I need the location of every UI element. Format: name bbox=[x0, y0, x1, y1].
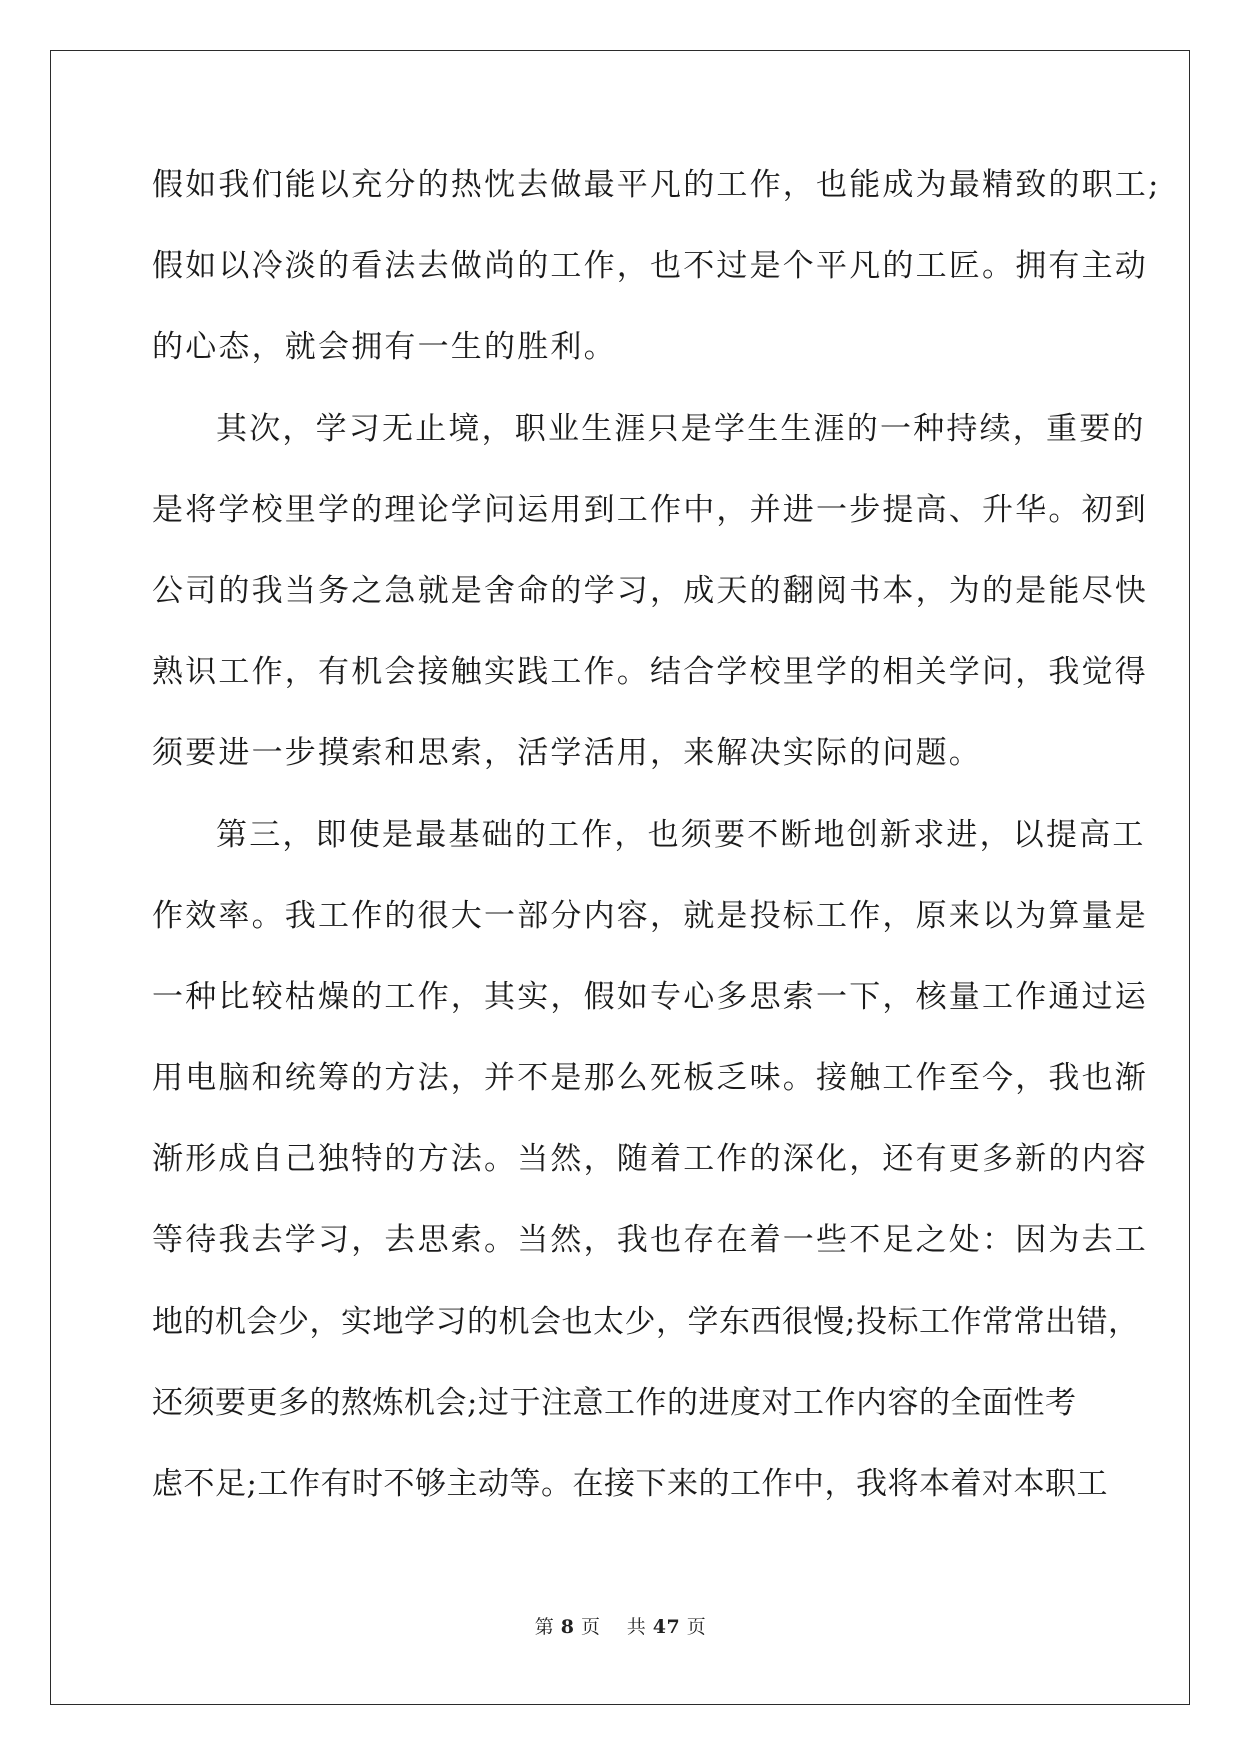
text-line: 作效率。我工作的很大一部分内容，就是投标工作，原来以为算量是 bbox=[152, 897, 1148, 934]
footer-page-suffix: 页 bbox=[581, 1616, 601, 1638]
text-line: 虑不足;工作有时不够主动等。在接下来的工作中，我将本着对本职工 bbox=[152, 1466, 1108, 1502]
page-footer bbox=[0, 1612, 1241, 1639]
footer-prefix: 第 bbox=[534, 1616, 555, 1638]
text-line: 公司的我当务之急就是舍命的学习，成天的翻阅书本，为的是能尽快 bbox=[152, 572, 1148, 609]
footer-total-prefix: 共 bbox=[626, 1616, 647, 1638]
text-line: 一种比较枯燥的工作，其实，假如专心多思索一下，核量工作通过运 bbox=[152, 978, 1148, 1015]
text-line: 地的机会少，实地学习的机会也太少，学东西很慢;投标工作常常出错， bbox=[152, 1303, 1140, 1340]
text-line: 须要进一步摸索和思索，活学活用，来解决实际的问题。 bbox=[152, 735, 982, 772]
text-line: 是将学校里学的理论学问运用到工作中，并进一步提高、升华。初到 bbox=[152, 491, 1148, 528]
footer-total-suffix: 页 bbox=[686, 1616, 707, 1638]
paragraph-first-line: 其次，学习无止境，职业生涯只是学生生涯的一种持续，重要的 bbox=[216, 410, 1146, 447]
total-pages: 47 bbox=[652, 1616, 681, 1638]
text-line: 假如以冷淡的看法去做尚的工作，也不过是个平凡的工匠。拥有主动 bbox=[152, 248, 1148, 285]
text-line: 熟识工作，有机会接触实践工作。结合学校里学的相关学问，我觉得 bbox=[152, 654, 1148, 691]
text-line: 的心态，就会拥有一生的胜利。 bbox=[152, 329, 617, 366]
paragraph-first-line: 第三，即使是最基础的工作，也须要不断地创新求进，以提高工 bbox=[216, 816, 1146, 853]
text-line: 渐形成自己独特的方法。当然，随着工作的深化，还有更多新的内容 bbox=[152, 1141, 1148, 1178]
page-number: 8 bbox=[560, 1616, 575, 1638]
text-line: 用电脑和统筹的方法，并不是那么死板乏味。接触工作至今，我也渐 bbox=[152, 1060, 1148, 1097]
text-line: 等待我去学习，去思索。当然，我也存在着一些不足之处：因为去工 bbox=[152, 1222, 1148, 1259]
text-line: 还须要更多的熬炼机会;过于注意工作的进度对工作内容的全面性考 bbox=[152, 1384, 1077, 1421]
document-body bbox=[152, 160, 1161, 1540]
text-line: 假如我们能以充分的热忱去做最平凡的工作，也能成为最精致的职工; bbox=[152, 167, 1161, 203]
